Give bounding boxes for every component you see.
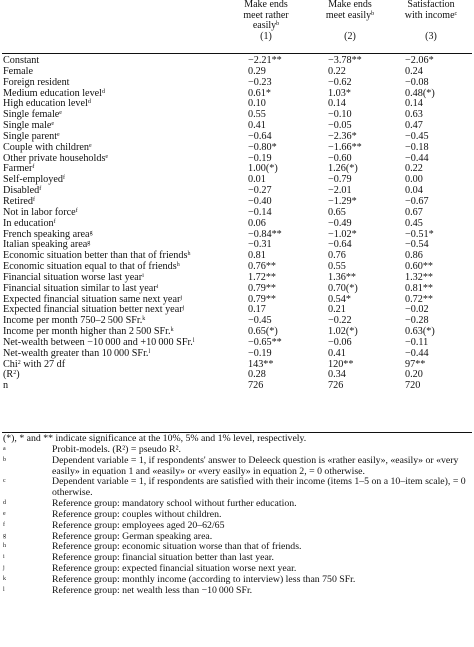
cell-col2: 0.54* <box>328 293 351 305</box>
table-row <box>0 360 474 371</box>
cell-col3: 0.24 <box>405 65 423 77</box>
cell-col1: 0.55 <box>248 109 266 121</box>
cell-col2: −1.66** <box>328 141 362 153</box>
col3-sup: c <box>454 10 458 17</box>
row-label-text: Single parent <box>3 130 58 142</box>
row-label-sup: e <box>59 110 62 117</box>
footnote-mark: l <box>3 586 5 593</box>
footnote-significance-text: (*), * and ** indicate significance at the 10%, 5% and 1% level, respectively. <box>3 433 307 444</box>
footnote-list <box>0 445 474 597</box>
table-body <box>0 56 474 392</box>
row-label-sup: j <box>182 305 185 312</box>
col1-line2: meet rather <box>243 9 289 21</box>
cell-col3: 0.04 <box>405 185 423 197</box>
footnote-text: Reference group: German speaking area. <box>52 530 213 542</box>
row-label-text: Italian speaking area <box>3 239 88 251</box>
cell-col3: −0.44 <box>405 152 429 164</box>
cell-col2: 0.65 <box>328 206 346 218</box>
table-row <box>0 56 474 67</box>
cell-col3: −0.18 <box>405 141 429 153</box>
cell-col1: 0.79** <box>248 293 277 305</box>
row-label-sup: h <box>187 251 191 258</box>
row-label-text: n <box>3 380 9 392</box>
table-row <box>0 186 474 197</box>
cell-col3: 0.60** <box>405 261 434 273</box>
table-row <box>0 154 474 165</box>
cell-col3: −0.45 <box>405 130 429 142</box>
cell-col3: 0.81** <box>405 282 434 294</box>
cell-col2: 0.14 <box>328 98 346 110</box>
cell-col2: −0.64 <box>328 239 352 251</box>
cell-col2: 1.02(*) <box>328 326 358 338</box>
cell-col1: 0.10 <box>248 98 266 110</box>
row-label-sup: e <box>51 121 55 128</box>
cell-col3: −0.08 <box>405 76 429 88</box>
footnote-text: Reference group: employees aged 20–62/65 <box>52 519 225 531</box>
row-label-text: Farmer <box>3 163 33 175</box>
cell-col2: 0.34 <box>328 369 346 381</box>
col2-spacer <box>310 21 390 32</box>
cell-col1: 1.00(*) <box>248 163 278 175</box>
row-label-text: Financial situation similar to last year <box>3 282 157 294</box>
cell-col3: 0.14 <box>405 98 423 110</box>
cell-col2: −0.06 <box>328 336 352 348</box>
cell-col3: 0.22 <box>405 163 423 175</box>
row-label-text: Self-employed <box>3 174 63 186</box>
footnote-text: Reference group: net wealth less than −10 000 SFr. <box>52 584 253 596</box>
row-label-sup: j <box>180 294 183 301</box>
column-header-2 <box>310 0 390 42</box>
table-row <box>0 381 474 392</box>
cell-col2: 120** <box>328 358 354 370</box>
row-label-text: Net-wealth between −10 000 and +10 000 SFr. <box>3 336 193 348</box>
cell-col3: 0.45 <box>405 217 423 229</box>
cell-col3: −0.11 <box>405 336 429 348</box>
cell-col2: −1.02* <box>328 228 357 240</box>
cell-col3: −0.28 <box>405 315 429 327</box>
row-label-text: Couple with children <box>3 141 90 153</box>
cell-col2: 726 <box>328 380 344 392</box>
row-label-sup: g <box>89 229 93 236</box>
cell-col1: −0.31 <box>248 239 272 251</box>
footnote-item <box>0 521 474 532</box>
row-label-text: Expected financial situation better next year <box>3 304 183 316</box>
row-label-suffix: ) <box>16 369 20 381</box>
cell-col3: 97** <box>405 358 426 370</box>
cell-col3: 1.32** <box>405 271 434 283</box>
col2-line2: meet easily <box>325 9 372 21</box>
row-label-text: (R <box>3 369 14 381</box>
row-label-sup: e <box>89 142 92 149</box>
row-label-sup: f <box>39 186 42 193</box>
col1-line3: easily <box>252 20 277 31</box>
row-label-sup: h <box>176 262 180 269</box>
row-label-sup: i <box>142 272 144 279</box>
cell-col1: 0.29 <box>248 65 266 77</box>
cell-col2: 0.76 <box>328 250 346 262</box>
cell-col3: 0.63 <box>405 109 423 121</box>
column-header-1 <box>226 0 306 42</box>
cell-col3: −0.51* <box>405 228 434 240</box>
footnote-mark: a <box>3 445 6 452</box>
cell-col2: −0.49 <box>328 217 352 229</box>
column-header-3 <box>390 0 472 42</box>
cell-col1: −0.84** <box>248 228 282 240</box>
footnotes <box>0 434 474 597</box>
footnote-text: Reference group: mandatory school without further education. <box>52 498 297 510</box>
cell-col2: 0.22 <box>328 65 346 77</box>
footnote-text: Reference group: financial situation better than last year. <box>52 552 274 564</box>
col1-number: (1) <box>260 30 272 42</box>
footnote-mark: g <box>3 532 6 539</box>
row-label-sup: i <box>156 283 159 290</box>
cell-col2: −0.62 <box>328 76 352 88</box>
col1-line1: Make ends <box>244 0 288 10</box>
cell-col3: −2.06* <box>405 55 434 66</box>
cell-col2: −0.05 <box>328 120 352 132</box>
row-label-text: Expected financial situation same next year <box>3 293 181 305</box>
row-label-text: High education level <box>3 98 88 110</box>
row-label-sup: d <box>102 88 106 95</box>
cell-col1: −0.19 <box>248 152 272 164</box>
footnote-text: Reference group: monthly income (according to interview) less than 750 SFr. <box>52 573 356 585</box>
cell-col2: 0.21 <box>328 304 346 316</box>
footnote-mark: b <box>3 456 6 463</box>
row-label-sup: l <box>148 348 151 355</box>
row-label-sup: f <box>33 196 35 203</box>
col3-spacer <box>390 21 472 32</box>
cell-col3: 0.20 <box>405 369 423 381</box>
footnote-mark: i <box>3 554 5 561</box>
col3-number: (3) <box>425 30 437 42</box>
footnote-text: Probit-models. (R²) = pseudo R². <box>52 443 181 455</box>
footnote-mark: j <box>3 565 5 572</box>
row-label-text: Financial situation worse last year <box>3 271 143 283</box>
cell-col1: 0.28 <box>248 369 266 381</box>
footnote-item <box>0 477 474 499</box>
row-label-sup: f <box>53 218 56 225</box>
row-label-sup: f <box>62 175 65 182</box>
cell-col1: 0.81 <box>248 250 266 262</box>
cell-col1: −0.19 <box>248 347 272 359</box>
table-row <box>0 99 474 110</box>
cell-col2: 0.41 <box>328 347 346 359</box>
row-label-sup: e <box>105 153 109 160</box>
row-label <box>3 381 8 392</box>
row-label-text: Not in labor force <box>3 206 76 218</box>
cell-col1: −0.27 <box>248 185 272 197</box>
cell-col2: 0.70(*) <box>328 282 358 294</box>
cell-col3: 720 <box>405 380 421 392</box>
cell-col1: 1.72** <box>248 271 277 283</box>
cell-col1: −0.45 <box>248 315 272 327</box>
cell-col2: −3.78** <box>328 55 362 66</box>
cell-col3: 0.63(*) <box>405 326 435 338</box>
cell-col1: −0.14 <box>248 206 272 218</box>
row-label-sup: d <box>87 99 91 106</box>
cell-col2: 1.03* <box>328 87 351 99</box>
header-rule <box>2 53 472 54</box>
cell-col1: 0.06 <box>248 217 266 229</box>
row-label-sup: l <box>192 337 195 344</box>
row-label-sup: f <box>32 164 35 171</box>
col3-line1: Satisfaction <box>407 0 455 10</box>
footnote-text: Reference group: economic situation worse than that of friends. <box>52 541 302 553</box>
footnote-text: Reference group: expected financial situation worse next year. <box>52 563 297 575</box>
col1-sup: b <box>276 21 280 27</box>
table-row <box>0 370 474 381</box>
cell-col3: −0.44 <box>405 347 429 359</box>
row-label-text: Constant <box>3 55 40 66</box>
cell-col2: −2.36* <box>328 130 357 142</box>
cell-col2: −1.29* <box>328 195 357 207</box>
col1-line3-wrap <box>226 21 306 32</box>
cell-col2: −0.10 <box>328 109 352 121</box>
row-label-text: Medium education level <box>3 87 103 99</box>
row-label-text: Income per month higher than 2 500 SFr. <box>3 326 171 338</box>
cell-col2: 1.36** <box>328 271 357 283</box>
footnote-mark: k <box>3 575 6 582</box>
cell-col1: 0.61* <box>248 87 271 99</box>
row-label-text: Other private households <box>3 152 106 164</box>
footnote-mark: d <box>3 500 6 507</box>
footnote-item <box>0 456 474 478</box>
row-label-text: Foreign resident <box>3 76 70 88</box>
footnote-text: Dependent variable = 1, if respondents are satisfied with their income (items 1–5 on a 10–item scale), = 0 otherwise. <box>52 476 466 499</box>
table-row <box>0 67 474 78</box>
cell-col1: 143** <box>248 358 274 370</box>
cell-col1: 0.79** <box>248 282 277 294</box>
row-label-suffix: with 27 df <box>20 358 66 370</box>
col2-sup: b <box>371 10 375 17</box>
cell-col2: −0.79 <box>328 174 352 186</box>
cell-col3: −0.02 <box>405 304 429 316</box>
cell-col1: −0.40 <box>248 195 272 207</box>
cell-col1: 0.76** <box>248 261 277 273</box>
cell-col1: 0.17 <box>248 304 266 316</box>
row-label-sup: g <box>87 240 91 247</box>
cell-col1: 0.01 <box>248 174 266 186</box>
footnote-text: Reference group: couples without children. <box>52 508 222 520</box>
cell-col1: −0.64 <box>248 130 272 142</box>
footnote-mark: c <box>3 478 6 485</box>
footnote-mark: e <box>3 510 6 517</box>
cell-col3: 0.72** <box>405 293 434 305</box>
table-row <box>0 208 474 219</box>
cell-col3: 0.48(*) <box>405 87 435 99</box>
cell-col2: 0.55 <box>328 261 346 273</box>
row-label-text: Retired <box>3 195 33 207</box>
cell-col3: 0.67 <box>405 206 423 218</box>
cell-col1: 0.41 <box>248 120 266 132</box>
cell-col1: 0.65(*) <box>248 326 278 338</box>
table-row <box>0 121 474 132</box>
row-label-sup: 2 <box>13 370 17 377</box>
cell-col3: 0.86 <box>405 250 423 262</box>
cell-col1: −0.80* <box>248 141 277 153</box>
row-label-text: Income per month 750–2 500 SFr. <box>3 315 143 327</box>
cell-col1: −2.21** <box>248 55 282 66</box>
footnote-mark: h <box>3 543 6 550</box>
cell-col1: 726 <box>248 380 264 392</box>
table-row <box>0 175 474 186</box>
row-label-text: In education <box>3 217 54 229</box>
table-row <box>0 164 474 175</box>
row-label-text: Net-wealth greater than 10 000 SFr. <box>3 347 149 359</box>
cell-col2: −0.60 <box>328 152 352 164</box>
cell-col1: −0.65** <box>248 336 282 348</box>
col2-number: (2) <box>344 30 356 42</box>
row-label-sup: k <box>142 316 146 323</box>
cell-col3: −0.54 <box>405 239 429 251</box>
row-label-text: Single male <box>3 120 52 132</box>
row-label-text: French speaking area <box>3 228 90 240</box>
footnote-item <box>0 586 474 597</box>
cell-col2: 1.26(*) <box>328 163 358 175</box>
col2-line1: Make ends <box>328 0 372 10</box>
cell-col2: −0.22 <box>328 315 352 327</box>
cell-col1: −0.23 <box>248 76 272 88</box>
footnote-mark: f <box>3 521 5 528</box>
row-label-text: Disabled <box>3 185 40 197</box>
cell-col3: 0.47 <box>405 120 423 132</box>
table-row <box>0 349 474 360</box>
row-label-text: Economic situation equal to that of friends <box>3 261 177 273</box>
row-label-sup: e <box>57 131 60 138</box>
row-label-sup: k <box>170 327 174 334</box>
row-label-text: Female <box>3 65 33 77</box>
row-label-sup: f <box>75 207 78 214</box>
row-label-text: Economic situation better than that of friends <box>3 250 188 262</box>
row-label-text: Chi <box>3 358 18 370</box>
col3-line2: with income <box>404 9 455 21</box>
footnote-text: Dependent variable = 1, if respondents' answer to Deleeck question is «rather easily», «easily» or «very easily» in equation 1 and «easily» or «very easily» in equation 2, = 0 otherwise. <box>52 454 459 477</box>
row-label-sup: 2 <box>17 359 21 366</box>
table-row <box>0 110 474 121</box>
cell-col3: 0.00 <box>405 174 423 186</box>
row-label-text: Single female <box>3 109 60 121</box>
cell-col2: −2.01 <box>328 185 352 197</box>
cell-col3: −0.67 <box>405 195 429 207</box>
